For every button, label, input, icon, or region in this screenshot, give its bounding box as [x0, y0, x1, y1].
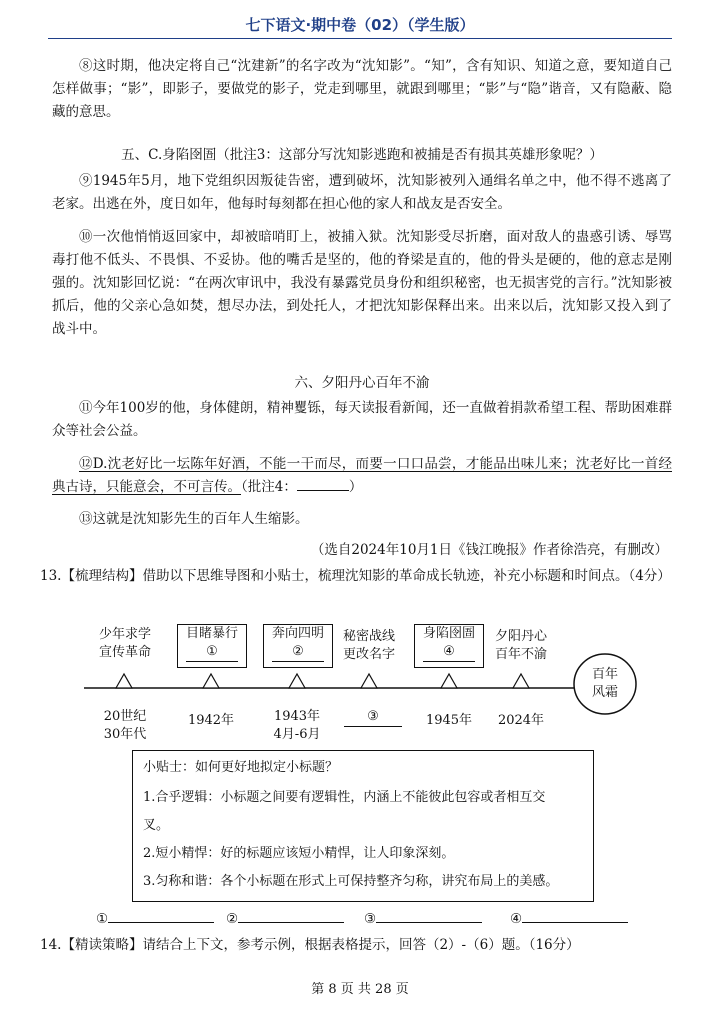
tip-item-1: 1.合乎逻辑：小标题之间要有逻辑性，内涵上不能彼此包容或者相互交: [143, 790, 546, 805]
source-note: （选自2024年10月1日《钱江晚报》作者徐浩亮，有删改）: [310, 542, 668, 558]
page-header: 七下语文·期中卷（02）（学生版）: [245, 16, 475, 34]
paragraph-12-underlined: ⑫D.沈老好比一坛陈年好酒，不能一干而尽，而要一口口品尝，才能品出味儿来；沈老好比一首经典古诗，只能意会，不可言传。: [52, 456, 672, 495]
timeline-marker-3: [289, 674, 305, 688]
tip-item-1-cont: 叉。: [143, 818, 170, 833]
answer-4[interactable]: ④: [510, 908, 628, 927]
question-13-stem: 13.【梳理结构】借助以下思维导图和小贴士，梳理沈知影的革命成长轨迹，补充小标题和时间点。（4分）: [40, 568, 671, 584]
timeline-marker-4: [361, 674, 377, 688]
timeline-stage-6: 夕阳丹心 百年不渝: [494, 629, 547, 662]
annotation-4-open: （批注4：: [241, 479, 297, 495]
timeline-time-5: 1945年: [425, 713, 473, 728]
tip-item-2: 2.短小精悍：好的标题应该短小精悍，让人印象深刻。: [143, 846, 455, 861]
paragraph-9: ⑨1945年5月，地下党组织因叛徒告密，遭到破坏，沈知影被列入通缉名单之中，他不得不逃离了老家。出逃在外，度日如年，他每时每刻都在担心他的家人和战友是否安全。: [52, 173, 672, 212]
timeline-end-label: 百年 风霜: [591, 667, 618, 700]
timeline-stage-3-box[interactable]: 奔向四明 ②: [263, 624, 333, 668]
timeline-marker-1: [116, 674, 132, 688]
section-5-title: 五、C.身陷囹圄（批注3：这部分写沈知影逃跑和被捕是否有损其英雄形象呢？）: [121, 147, 603, 163]
timeline-time-6: 2024年: [497, 713, 545, 728]
timeline-marker-6: [513, 674, 529, 688]
tip-item-3: 3.匀称和谐：各个小标题在形式上可保持整齐匀称，讲究布局上的美感。: [143, 874, 559, 889]
section-6-title: 六、夕阳丹心百年不渝: [294, 375, 430, 391]
timeline-time-3: 1943年 4月-6月: [273, 709, 321, 742]
timeline-stage-1: 少年求学 宣传革命: [98, 627, 151, 660]
timeline-time-4-blank[interactable]: ③: [344, 708, 402, 727]
answer-1[interactable]: ①: [96, 908, 214, 927]
paragraph-13: ⑬这就是沈知影先生的百年人生缩影。: [79, 511, 309, 527]
timeline-time-1: 20世纪 30年代: [103, 709, 147, 742]
answer-3[interactable]: ③: [364, 908, 482, 927]
timeline-stage-4: 秘密战线 更改名字: [342, 629, 395, 662]
annotation-4-close: ）: [348, 479, 363, 495]
answer-2[interactable]: ②: [226, 908, 344, 927]
timeline-marker-2: [203, 674, 219, 688]
timeline-stage-5-box[interactable]: 身陷囹圄 ④: [414, 624, 484, 668]
paragraph-8: ⑧这时期，他决定将自己“沈建新”的名字改为“沈知影”。“知”，含有知识、知道之意，要知道自己怎样做事；“影”，即影子，要做党的影子，党走到哪里，就跟到哪里；“影”与“隐”谐音，又有隐蔽、隐藏的意思。: [52, 58, 672, 120]
tip-title: 小贴士：如何更好地拟定小标题？: [143, 760, 339, 775]
question-14-stem: 14.【精读策略】请结合上下文，参考示例，根据表格提示，回答（2）-（6）题。（16分）: [40, 937, 580, 953]
blank-2: ②: [272, 643, 324, 662]
timeline-stage-2-box[interactable]: 目睹暴行 ①: [177, 624, 247, 668]
timeline-time-2: 1942年: [187, 713, 235, 728]
tip-box: [132, 750, 594, 902]
timeline-marker-5: [441, 674, 457, 688]
blank-4: ④: [423, 643, 475, 662]
paragraph-11: ⑪今年100岁的他，身体健朗，精神矍铄，每天读报看新闻，还一直做着捐款希望工程、帮助困难群众等社会公益。: [52, 400, 672, 439]
paragraph-10: ⑩一次他悄悄返回家中，却被暗哨盯上，被捕入狱。沈知影受尽折磨，面对敌人的蛊惑引诱、辱骂毒打他不低头、不畏惧、不妥协。他的嘴舌是坚的，他的脊梁是直的，他的骨头是硬的，他的意志是刚强的。沈知影回忆说：“在两次审讯中，我没有暴露党员身份和组织秘密，也无损害党的言行。”沈知影被抓后，他的父亲心急如焚，想尽办法，到处托人，才把沈知影保释出来。出来以后，沈知影又投入到了战斗中。: [52, 229, 672, 337]
blank-1: ①: [186, 643, 238, 662]
page-footer: 第 8 页 共 28 页: [311, 982, 409, 997]
